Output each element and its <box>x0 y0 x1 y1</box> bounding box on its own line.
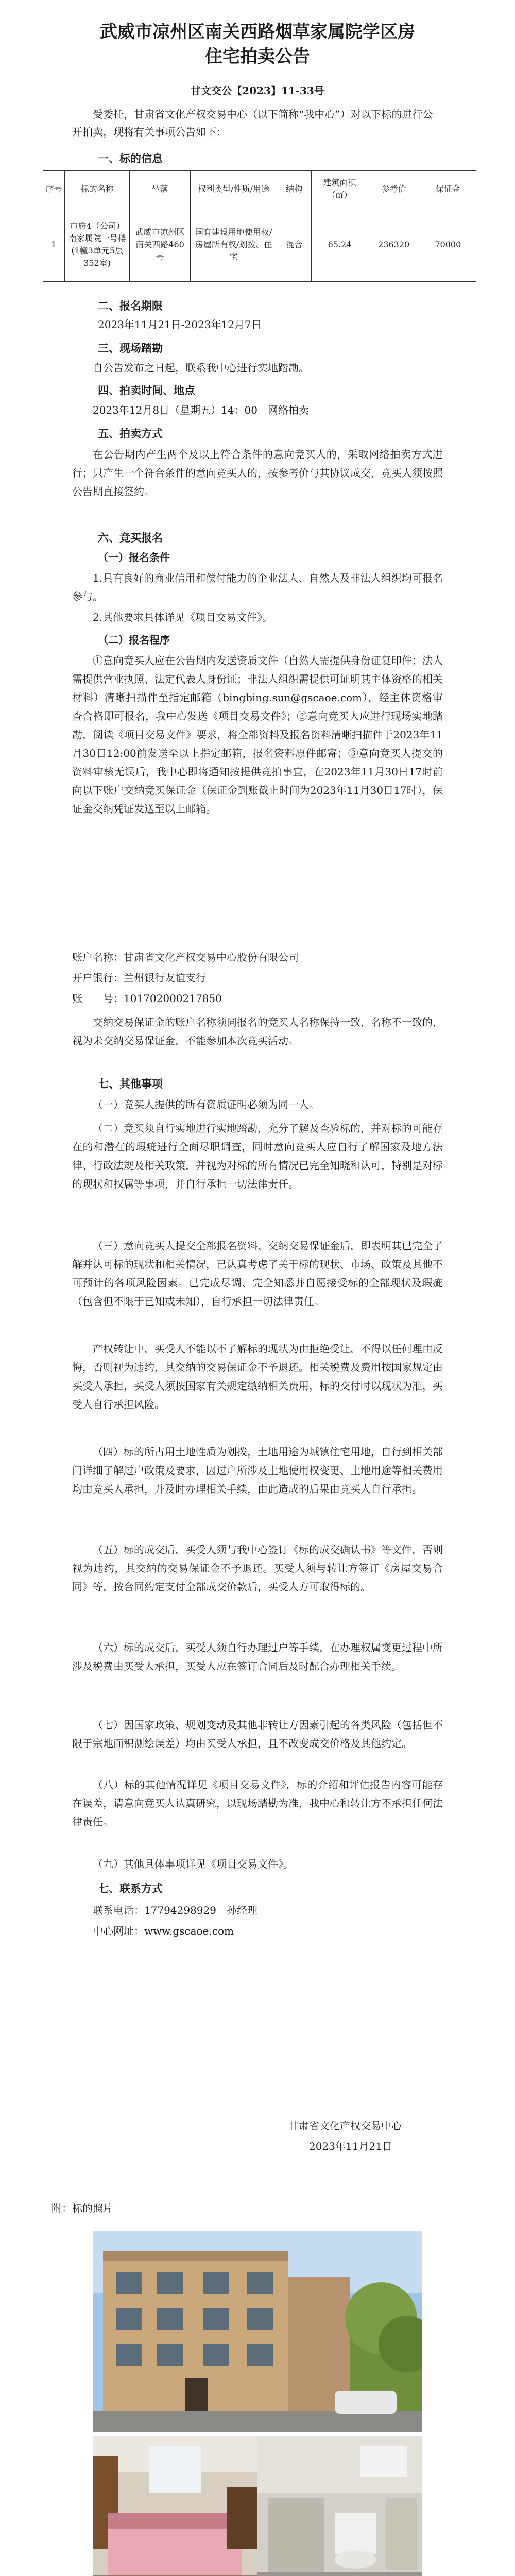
other-item-10: （九）其他具体事项详见《项目交易文件》。 <box>93 1858 294 1870</box>
table-cell: 混合 <box>277 208 312 282</box>
table-header-cell: 参考价 <box>368 171 420 208</box>
survey-text: 自公告发布之日起，联系我中心进行实地踏勘。 <box>93 362 309 374</box>
section-heading-period: 二、报名期限 <box>98 299 163 312</box>
condition-1-text: 1.具有良好的商业信用和偿付能力的企业法人、自然人及非法人组织均可报名参与。 <box>72 572 443 603</box>
account-number: 账 号：101702000217850 <box>72 992 222 1005</box>
title-line-1: 武威市凉州区南关西路烟草家属院学区房 <box>100 22 415 42</box>
lot-table-header-row <box>43 171 476 208</box>
other-item-5: （四）标的所占用土地性质为划拨，土地用途为城镇住宅用地，自行到相关部门详细了解过户政策及要求，因过户所涉及土地使用权变更、土地用途等相关费用均由竞买人承担，并及时办理相关手续，由此造成的后果由竞买人自行承担。 <box>72 1446 443 1495</box>
section-heading-registration: 六、竞买报名 <box>98 531 163 544</box>
table-header-cell: 坐落 <box>130 171 191 208</box>
other-item-2: （二）竞买须自行实地进行实地踏勘，充分了解及查验标的，并对标的可能存在的和潜在的瑕疵进行全面尽职调查，同时意向竞买人应自行了解国家及地方法律、行政法规及相关政策，并视为对标的所有情况已完全知晓和认可，特别是对标的现状和权属等事项，并自行承担一切法律责任。 <box>72 1122 443 1190</box>
section-heading-method: 五、拍卖方式 <box>98 427 163 440</box>
bedroom-photo <box>93 2436 258 2576</box>
method-text: 在公告期内产生两个及以上符合条件的意向竞买人的，采取网络拍卖方式进行；只产生一个符合条件的意向竞买人的，按参考价与其协议成交，竞买人须按照公告期直接签约。 <box>72 448 443 498</box>
contact-website[interactable]: 中心网址：www.gscaoe.com <box>93 1925 234 1937</box>
other-item-1: （一）竞买人提供的所有资质证明必须为同一人。 <box>93 1098 319 1111</box>
other-item-3: （三）意向竞买人提交全部报名资料、交纳交易保证金后，即表明其已完全了解并认可标的现状和相关情况，已认真考虑了关于标的现状、市场、政策及其他不可预计的各项风险因素。已完成尽调、完全知悉并自愿接受标的全部现状及瑕疵（包含但不限于已知或未知），自行承担一切法律责任。 <box>72 1240 443 1308</box>
other-item-9: （八）标的其他情况详见《项目交易文件》，标的介绍和评估报告内容可能存在误差，请意向竞买人认真研究，以现场踏勘为准，我中心和转让方不承担任何法律责任。 <box>72 1778 443 1828</box>
section-heading-survey: 三、现场踏勘 <box>98 342 163 354</box>
intro-paragraph: 受委托，甘肃省文化产权交易中心（以下简称“我中心”）对以下标的进行公开拍卖，现将有关事项公告如下： <box>72 108 433 138</box>
condition-2-text: 2.其他要求具体详见《项目交易文件》。 <box>93 611 273 623</box>
table-header-cell: 结构 <box>277 171 312 208</box>
subheading-conditions: （一）报名条件 <box>98 551 170 564</box>
other-item-6: （五）标的成交后，买受人须与我中心签订《标的成交确认书》等文件，否则视为违约，其交纳的交易保证金不予退还。买受人须与转让方签订《房屋交易合同》等，按合同约定支付全部成交价款后，买受人方可取得标的。 <box>72 1544 443 1593</box>
auction-time-text: 2023年12月8日（星期五）14：00 网络拍卖 <box>93 404 309 416</box>
section-heading-lot-info: 一、标的信息 <box>98 152 163 165</box>
table-cell: 武威市凉州区南关西路460号 <box>130 208 191 282</box>
table-cell: 市府4（公司）南家属院一号楼(1幢3单元5层352室) <box>65 208 130 282</box>
table-header-cell: 保证金 <box>420 171 476 208</box>
table-cell: 1 <box>43 208 65 282</box>
other-item-4: 产权转让中，买受人不能以不了解标的现状为由拒绝受让，不得以任何理由反悔，否则视为违约，其交纳的交易保证金不予退还。相关税费及费用按国家规定由买受人承担，买受人须按国家有关规定缴纳相关费用，标的交付时以现状为准，买受人自行承担风险。 <box>72 1343 443 1411</box>
doc-number: 甘文交公【2023】11-33号 <box>191 84 324 97</box>
procedure-text: ①意向竞买人应在公告期内发送资质文件（自然人需提供身份证复印件；法人需提供营业执照、法定代表人身份证；非法人组织需提供可证明其主体资格的相关材料）清晰扫描件至指定邮箱（bingbing.sun@gscaoe.com），经主体资格审查合格即可报名，我中心发送《项目交易文件》；②意向竞买人应进行现场实地踏勘，阅读《项目交易文件》要求，将全部资料及报名资料清晰扫描件于2023年11月30日12:00前发送至以上指定邮箱，报名资料原件邮寄；③意向竞买人提交的资料审核无误后，我中心即将通知按提供竞拍事宜，在2023年11月30日17时前向以下账户交纳竞买保证金（保证金到账截止时间为2023年11月30日17时），保证金交纳凭证发送至以上邮箱。 <box>72 654 443 815</box>
table-header-cell: 权利类型/性质/用途 <box>190 171 277 208</box>
period-text: 2023年11月21日-2023年12月7日 <box>98 318 262 331</box>
table-cell: 70000 <box>420 208 476 282</box>
table-header-cell: 建筑面积（㎡） <box>312 171 368 208</box>
bathroom-photo <box>258 2436 422 2576</box>
table-header-cell: 标的名称 <box>65 171 130 208</box>
table-header-cell: 序号 <box>43 171 65 208</box>
other-item-7: （六）标的成交后，买受人须自行办理过户等手续，在办理权属变更过程中所涉及税费由买受人承担，买受人应在签订合同后及时配合办理相关手续。 <box>72 1641 443 1672</box>
contact-phone: 联系电话：17794298929 孙经理 <box>93 1904 258 1917</box>
photos-label: 附：标的照片 <box>52 2202 113 2214</box>
table-cell: 65.24 <box>312 208 368 282</box>
signature-organization: 甘肃省文化产权交易中心 <box>288 2120 402 2132</box>
account-name: 账户名称：甘肃省文化产权交易中心股份有限公司 <box>72 951 299 963</box>
section-heading-other: 七、其他事项 <box>98 1077 163 1090</box>
section-heading-contact: 七、联系方式 <box>98 1882 163 1895</box>
table-cell: 国有建设用地使用权/房屋所有权/划拨、住宅 <box>190 208 277 282</box>
title-line-2: 住宅拍卖公告 <box>205 46 310 67</box>
subheading-procedure: （二）报名程序 <box>98 634 170 646</box>
table-cell: 236320 <box>368 208 420 282</box>
signature-date: 2023年11月21日 <box>309 2140 392 2153</box>
deposit-note-text: 交纳交易保证金的账户名称须同报名的竞买人名称保持一致，名称不一致的，视为未交纳交易保证金，不能参加本次竞买活动。 <box>72 1016 443 1047</box>
section-heading-auction-time: 四、拍卖时间、地点 <box>98 384 195 397</box>
building-exterior-photo <box>93 2231 422 2432</box>
table-row <box>43 208 476 282</box>
lot-table <box>43 170 476 282</box>
other-item-8: （七）因国家政策、规划变动及其他非转让方因素引起的各类风险（包括但不限于宗地面积测绘误差）均由买受人承担，且不改变成交价格及其他约定。 <box>72 1719 443 1750</box>
account-bank: 开户银行：兰州银行友谊支行 <box>72 972 206 984</box>
